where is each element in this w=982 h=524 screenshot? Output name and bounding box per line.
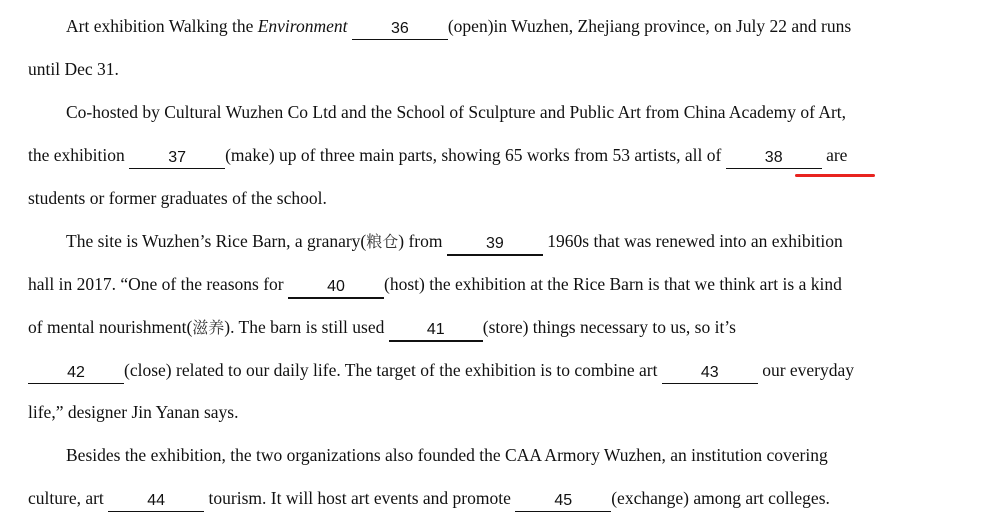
p2-line3: students or former graduates of the school. bbox=[28, 188, 327, 208]
p1-line2: until Dec 31. bbox=[28, 59, 119, 79]
p2-line2 bbox=[28, 143, 847, 167]
blank-45[interactable]: 45 bbox=[515, 492, 611, 512]
text: (open)in Wuzhen, Zhejiang province, on July 22 and runs bbox=[447, 16, 852, 36]
cjk-nourishment: 滋养 bbox=[192, 318, 225, 337]
text: (make) up of three main parts, showing 65 works from 53 artists, all of bbox=[225, 145, 726, 165]
p3-line3 bbox=[28, 315, 736, 339]
text: of mental nourishment( bbox=[28, 317, 193, 337]
text: ) from bbox=[398, 231, 447, 251]
p2-line1: Co-hosted by Cultural Wuzhen Co Ltd and the School of Sculpture and Public Art from China Academy of Art, bbox=[66, 102, 847, 122]
blank-41[interactable]: 41 bbox=[389, 321, 483, 342]
text: ). The barn is still used bbox=[224, 317, 389, 337]
text: (store) things necessary to us, so it’s bbox=[482, 317, 736, 337]
exhibition-title: Environment bbox=[257, 16, 348, 36]
blank-42[interactable]: 42 bbox=[28, 364, 124, 384]
blank-44[interactable]: 44 bbox=[108, 492, 204, 512]
p1-line1 bbox=[66, 14, 851, 38]
text: our everyday bbox=[757, 360, 855, 380]
blank-38[interactable]: 38 bbox=[726, 149, 822, 169]
text: hall in 2017. “One of the reasons for bbox=[28, 274, 288, 294]
text: (host) the exhibition at the Rice Barn is that we think art is a kind bbox=[384, 274, 842, 294]
text: culture, art bbox=[28, 488, 109, 508]
p4-line1: Besides the exhibition, the two organizations also founded the CAA Armory Wuzhen, an institution covering bbox=[66, 445, 828, 465]
text: Art exhibition Walking the bbox=[66, 16, 258, 36]
p3-line4 bbox=[28, 358, 854, 382]
text: the exhibition bbox=[28, 145, 130, 165]
red-underline-annotation bbox=[795, 174, 875, 177]
text: 1960s that was renewed into an exhibition bbox=[542, 231, 843, 251]
blank-43[interactable]: 43 bbox=[662, 364, 758, 384]
text: (exchange) among art colleges. bbox=[611, 488, 830, 508]
text: tourism. It will host art events and promote bbox=[204, 488, 516, 508]
blank-37[interactable]: 37 bbox=[129, 149, 225, 169]
p3-line2 bbox=[28, 272, 842, 296]
blank-39[interactable]: 39 bbox=[447, 235, 543, 256]
p3-line5: life,” designer Jin Yanan says. bbox=[28, 402, 239, 422]
blank-36[interactable]: 36 bbox=[352, 20, 448, 40]
p3-line1 bbox=[66, 229, 843, 253]
text: are bbox=[821, 145, 848, 165]
cjk-granary: 粮仓 bbox=[366, 232, 399, 251]
blank-40[interactable]: 40 bbox=[288, 278, 384, 299]
text: The site is Wuzhen’s Rice Barn, a granary( bbox=[66, 231, 367, 251]
p4-line2 bbox=[28, 486, 830, 510]
text: (close) related to our daily life. The target of the exhibition is to combine art bbox=[124, 360, 662, 380]
